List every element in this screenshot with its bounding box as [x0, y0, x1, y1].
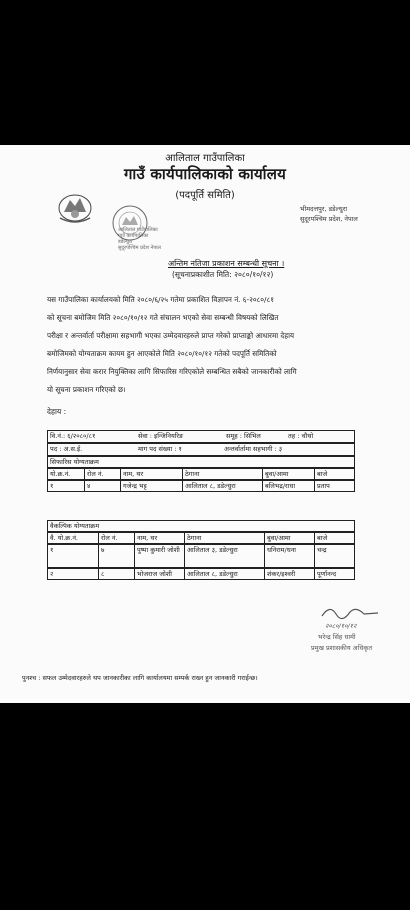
stamp-line: सुदूरपश्चिम प्रदेश नेपाल — [118, 245, 161, 251]
table-cell: धनिराम/धना — [264, 545, 314, 567]
section-title: वैकल्पिक योग्यताक्रम — [50, 522, 100, 530]
table-cell: आलिताल ८, डडेल्धुरा — [184, 569, 264, 579]
body-line: यस गाउँपालिका कार्यालयको मिति २०८०/६/२५ गतेमा प्रकाशित विज्ञापन नं. ६-२०८०/८१ — [47, 295, 274, 304]
section-title-row — [47, 456, 355, 468]
stamp-line: आलिताल गाउँपालिका — [118, 227, 158, 233]
table-cell: १ — [50, 546, 54, 554]
section-title: सिफारिस योग्यताक्रम — [50, 458, 99, 466]
table-row — [47, 480, 355, 492]
committee-name: (पदपूर्ति समिति) — [175, 190, 235, 201]
table-cell: आलिताल ८, डडेल्धुरा — [182, 481, 262, 491]
vacancy-number: वि.नं.: ६/२०८०/८१ — [50, 432, 96, 440]
stamp-line: डडेल्धुरा — [118, 239, 133, 245]
col-header: बाजे — [314, 533, 355, 543]
table-cell: बलिभद्र/राधा — [262, 481, 314, 491]
signature-scribble-icon — [320, 602, 380, 622]
body-line: को सूचना बमोजिम मिति २०८०/१०/१२ गते संचालन भएको सेवा सम्बन्धी विषयको लिखित — [47, 313, 279, 322]
notice-title: अन्तिम नतिजा प्रकाशन सम्बन्धी सूचना । — [168, 259, 285, 268]
col-header: नाम, थर — [134, 533, 184, 543]
col-header: बाजे — [314, 469, 355, 479]
table-cell: भोजराज जोशी — [134, 569, 184, 579]
interview-count: अन्तर्वार्तामा सहभागी : ३ — [224, 445, 283, 453]
col-header: नाम, थर — [120, 469, 182, 479]
table-cell: ७ — [98, 545, 134, 567]
stamp-line: गाउँ कार्यपालिका — [118, 233, 149, 239]
table-header-row — [47, 468, 355, 480]
table-header-row — [47, 532, 355, 544]
table-cell: १ — [50, 482, 54, 490]
col-header: रोल नं. — [98, 533, 134, 543]
address-line-2: सुदूरपश्चिम प्रदेश, नेपाल — [300, 215, 358, 223]
group-name: समूह : सिभिल — [226, 432, 261, 440]
address-line-1: भीमदत्तपुर, डडेल्धुरा — [300, 205, 348, 213]
col-header: रोल नं. — [84, 469, 120, 479]
col-header: यो.क्र.नं. — [50, 470, 71, 478]
table-cell: ४ — [84, 481, 120, 491]
notice-date: (सूचनाप्रकाशीत मिति: २०८०/१०/१२) — [172, 270, 274, 279]
office-title: गाउँ कार्यपालिकाको कार्यालय — [123, 165, 287, 183]
col-header: ठेगाना — [184, 533, 264, 543]
body-line: निर्णयानुसार सेवा करार नियुक्तिका लागि सिफारिस गरिएकोले सम्बन्धित सबैको जानकारीको लागि — [47, 367, 297, 376]
col-header: ठेगाना — [182, 469, 262, 479]
table-cell: पूर्णानन्द — [314, 569, 355, 579]
table-cell: आलिताल ३, डडेल्धुरा — [184, 545, 264, 567]
body-line: परीक्षा र अन्तर्वार्ता परीक्षामा सहभागी भएका उम्मेदवारहरुले प्राप्त गरेको प्राप्ताङ्को आधारमा देहाय — [47, 331, 295, 340]
table-cell: चन्द्र — [314, 545, 355, 567]
table-row — [47, 544, 355, 568]
body-line: यो सूचना प्रकाशन गरिएको छ। — [47, 385, 126, 394]
notice-document — [0, 145, 410, 703]
table-row — [47, 568, 355, 580]
level-name: तह : चौथो — [288, 432, 314, 440]
vacancy-row — [47, 430, 355, 443]
table-cell: २ — [50, 570, 54, 578]
signatory-name: भरेन्द्र सिंह धामी — [318, 633, 356, 641]
section-title-row — [47, 520, 355, 532]
post-row — [47, 443, 355, 456]
footnote: पुनश्च : सफल उम्मेदवारहरुले थप जानकारीका लागि कार्यालयमा सम्पर्क राख्न हुन जानकारी गराईन्छ। — [22, 674, 258, 682]
municipality-name: आलिताल गाउँपालिका — [165, 153, 245, 164]
table-cell: ८ — [98, 569, 134, 579]
signatory-designation: प्रमुख प्रशासकीय अधिकृत — [311, 644, 373, 652]
stamp-text — [118, 227, 161, 251]
table-cell: प्रताप — [314, 481, 355, 491]
col-header: वै. यो.क्र.नं. — [50, 534, 78, 542]
table-cell: गजेन्द्र भट्ट — [120, 481, 182, 491]
col-header: बुवा/आमा — [264, 533, 314, 543]
post-name: पद : अ.स.ई. — [50, 445, 83, 453]
col-header: बुवा/आमा — [262, 469, 314, 479]
signature-date: २०८०/१०/१२ — [325, 622, 357, 630]
body-line: बमोजिमको योग्यताक्रम कायम हुन आएकोले मिति २०८०/१०/१२ गतेको पदपूर्ति समितिको — [47, 349, 277, 358]
demand-count: माग पद संख्या : १ — [138, 445, 182, 453]
service-name: सेवा : इन्जिनियरिङ — [138, 432, 184, 440]
dehaay-label: देहाय : — [47, 407, 67, 416]
table-cell: शंकर/इश्वरी — [264, 569, 314, 579]
table-cell: पुष्पा कुमारी जोशी — [134, 545, 184, 567]
